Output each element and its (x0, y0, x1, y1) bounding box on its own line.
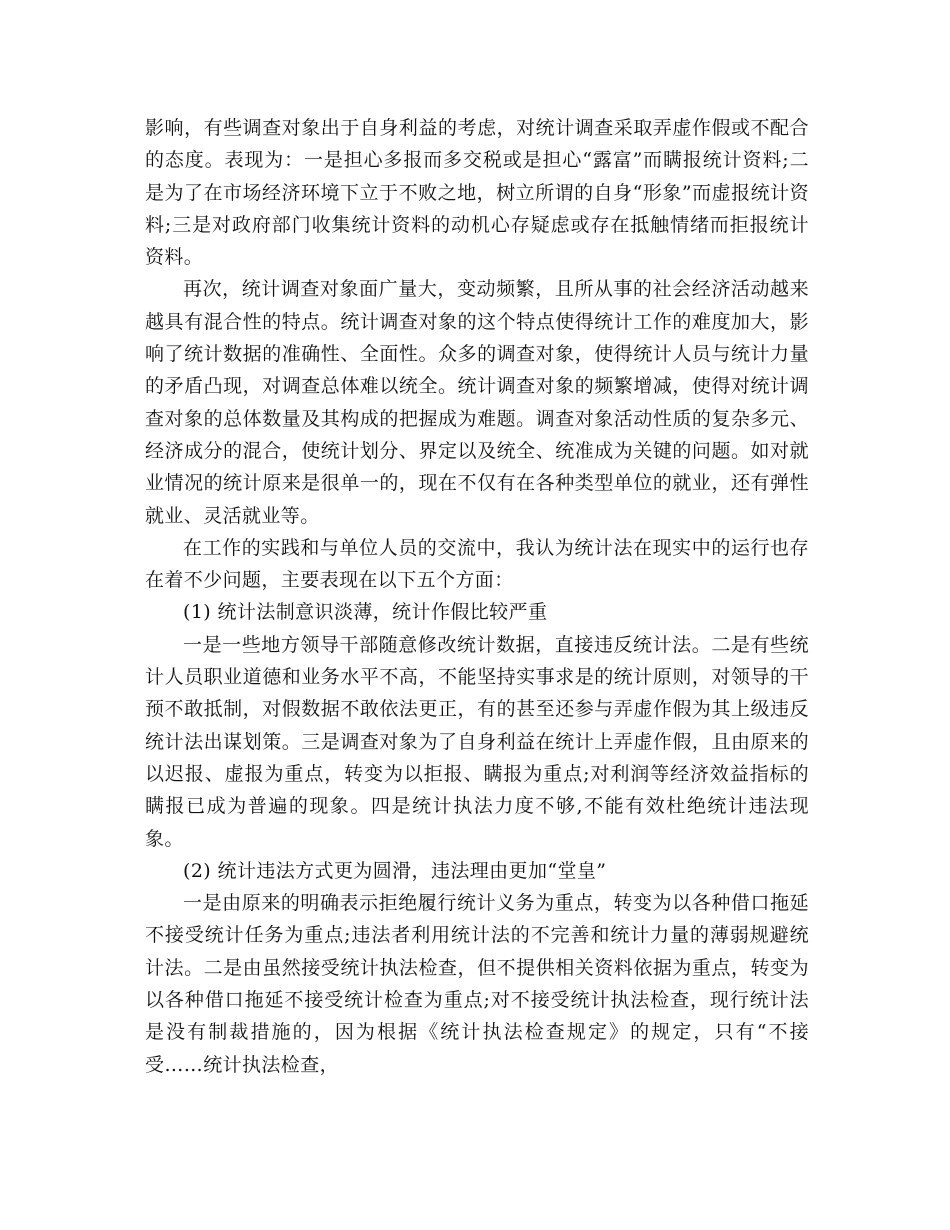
section-heading-1: (1) 统计法制意识淡薄，统计作假比较严重 (183, 601, 548, 624)
paragraph-3: 在工作的实践和与单位人员的交流中，我认为统计法在现实中的运行也存在着不少问题，主要表现在以下五个方面： (145, 536, 809, 592)
document-page (145, 112, 809, 1081)
section-heading-2: (2) 统计违法方式更为圆滑，违法理由更加“堂皇” (183, 859, 607, 882)
paragraph-5: 一是由原来的明确表示拒绝履行统计义务为重点，转变为以各种借口拖延不接受统计任务为重点;违法者利用统计法的不完善和统计力量的薄弱规避统计法。二是由虽然接受统计执法检查，但不提供相关资料依据为重点，转变为以各种借口拖延不接受统计检查为重点;对不接受统计执法检查，现行统计法是没有制裁措施的，因为根据《统计执法检查规定》的规定，只有“不接受……统计执法检查， (145, 892, 809, 1076)
paragraph-4: 一是一些地方领导干部随意修改统计数据，直接违反统计法。二是有些统计人员职业道德和业务水平不高，不能坚持实事求是的统计原则，对领导的干预不敢抵制，对假数据不敢依法更正，有的甚至还参与弄虚作假为其上级违反统计法出谋划策。三是调查对象为了自身利益在统计上弄虚作假，且由原来的以迟报、虚报为重点，转变为以拒报、瞒报为重点;对利润等经济效益指标的瞒报已成为普遍的现象。四是统计执法力度不够,不能有效杜绝统计违法现象。 (145, 633, 809, 850)
paragraph-1: 影响，有些调查对象出于自身利益的考虑，对统计调查采取弄虚作假或不配合的态度。表现为：一是担心多报而多交税或是担心“露富”而瞒报统计资料;二是为了在市场经济环境下立于不败之地，树立所谓的自身“形象”而虚报统计资料;三是对政府部门收集统计资料的动机心存疑虑或存在抵触情绪而拒报统计资料。 (145, 117, 809, 269)
paragraph-2: 再次，统计调查对象面广量大，变动频繁，且所从事的社会经济活动越来越具有混合性的特点。统计调查对象的这个特点使得统计工作的难度加大，影响了统计数据的准确性、全面性。众多的调查对象，使得统计人员与统计力量的矛盾凸现，对调查总体难以统全。统计调查对象的频繁增减，使得对统计调查对象的总体数量及其构成的把握成为难题。调查对象活动性质的复杂多元、经济成分的混合，使统计划分、界定以及统全、统准成为关键的问题。如对就业情况的统计原来是很单一的，现在不仅有在各种类型单位的就业，还有弹性就业、灵活就业等。 (145, 278, 809, 527)
